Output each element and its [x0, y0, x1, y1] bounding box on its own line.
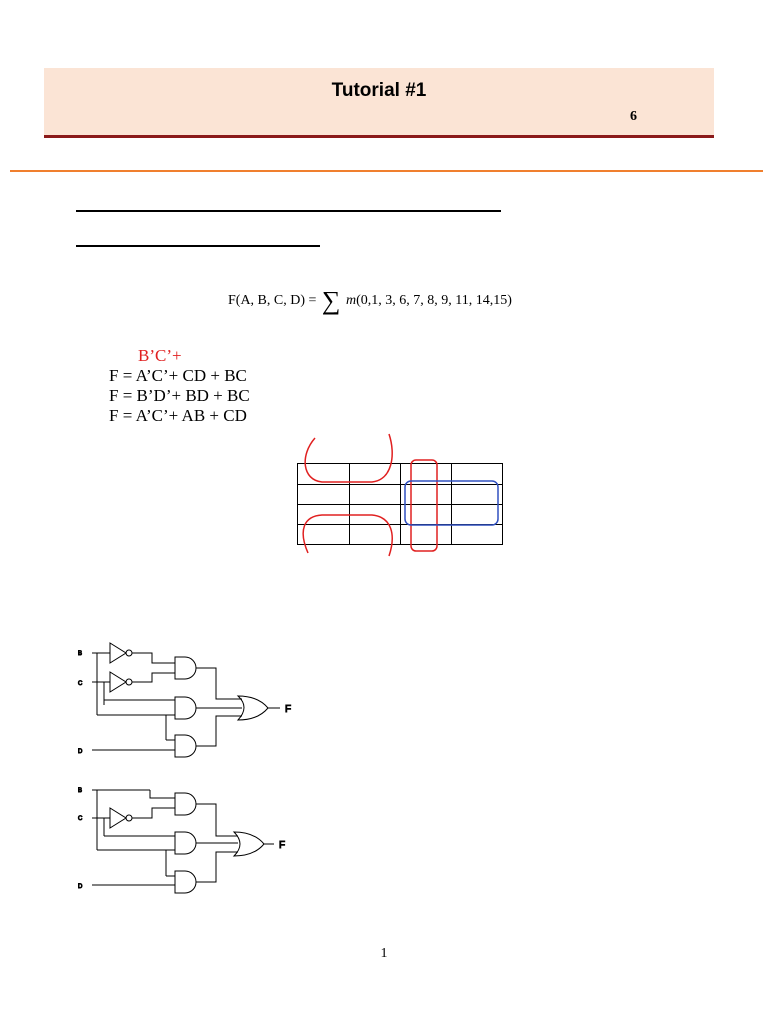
input-label-d: D [78, 749, 83, 755]
not-gate-icon [110, 672, 126, 692]
input-label-b: B [78, 651, 83, 657]
minterm-symbol: m [345, 293, 357, 308]
and-gate-icon [175, 793, 196, 815]
minterm-list: (0,1, 3, 6, 7, 8, 9, 11, 14,15) [356, 293, 512, 308]
or-gate-icon [234, 832, 264, 856]
not-gate-icon [110, 808, 126, 828]
input-label-c: C [78, 816, 83, 822]
logic-circuit-2 [70, 780, 300, 910]
and-gate-icon [175, 832, 196, 854]
and-gate-icon [175, 657, 196, 679]
and-gate-icon [175, 697, 196, 719]
red-group-column [411, 460, 437, 551]
page-number: 1 [380, 946, 388, 961]
input-label-c: C [78, 681, 83, 687]
output-label-f: F [279, 840, 286, 851]
red-group-top [305, 434, 392, 482]
or-gate-icon [238, 696, 268, 720]
solution-2: F = B’D’+ BD + BC [109, 386, 250, 405]
solution-3: F = A’C’+ AB + CD [109, 406, 247, 425]
header-number: 6 [630, 109, 637, 124]
partial-solution: B’C’+ [138, 346, 182, 365]
red-group-bottom [303, 515, 392, 556]
blue-group-square [405, 481, 498, 525]
solution-1: F = A’C’+ CD + BC [109, 366, 247, 385]
and-gate-icon [175, 871, 196, 893]
function-lhs: F(A, B, C, D) = [228, 293, 317, 308]
and-gate-icon [175, 735, 196, 757]
input-label-d: D [78, 884, 83, 890]
input-label-b: B [78, 788, 83, 794]
sigma-symbol: ∑ [321, 286, 341, 315]
output-label-f: F [285, 704, 292, 715]
not-gate-icon [110, 643, 126, 663]
page-title: Tutorial #1 [331, 80, 427, 101]
logic-circuit-1 [70, 635, 300, 765]
